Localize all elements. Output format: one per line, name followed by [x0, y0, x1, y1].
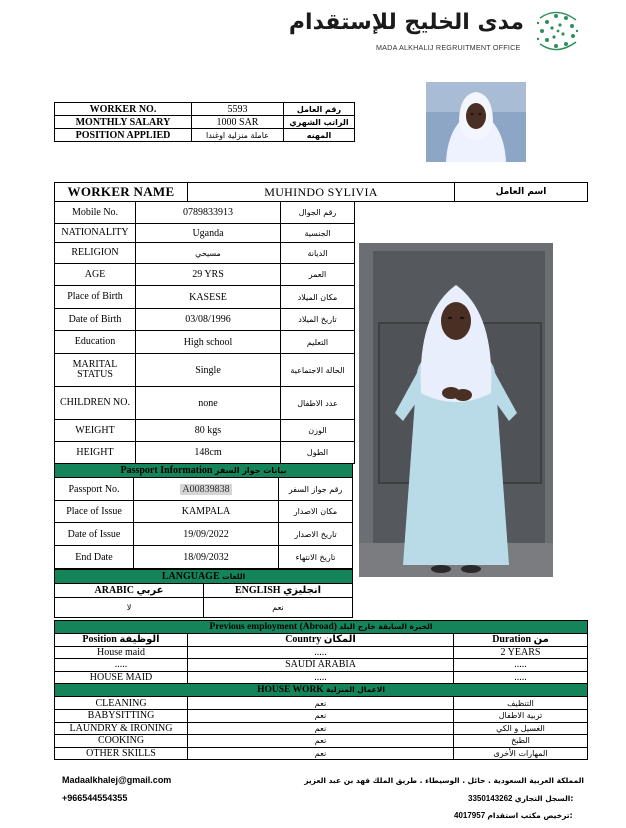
- language-section-header: [55, 570, 353, 584]
- housework-value: نعم: [188, 722, 454, 735]
- logo-arabic-text: مدى الخليج للإستقدام: [288, 10, 524, 35]
- arabic-language-label: ARABIC: [94, 585, 134, 596]
- language-title-arabic: اللغات: [222, 572, 246, 581]
- height-label: HEIGHT: [55, 442, 136, 464]
- position-header-label: Position: [82, 634, 117, 646]
- table-row: [55, 224, 355, 243]
- worker-full-body-photo: [359, 243, 553, 577]
- employment-title-arabic: الخبرة السابقة خارج البلد: [339, 622, 433, 631]
- company-logo: [288, 8, 582, 56]
- employment-housework-table: [54, 620, 588, 760]
- place-of-issue-label: Place of Issue: [55, 501, 134, 523]
- country-header-arabic: المكان: [323, 634, 356, 646]
- duration-column-header: [454, 634, 588, 647]
- english-language-label: ENGLISH: [234, 585, 281, 596]
- housework-arabic: تربية الاطفال: [454, 709, 588, 722]
- housework-arabic: التنظيف: [454, 697, 588, 710]
- mobile-label: Mobile No.: [55, 202, 136, 224]
- employment-country: .....: [188, 671, 454, 684]
- footer-address: المملكة العربية السعودية . حائل . الوسيطاء . طريق الملك فهد بن عبد العزيز: [304, 776, 584, 785]
- marital-status-label: MARITAL STATUS: [55, 354, 136, 387]
- personal-details-table: [54, 201, 355, 464]
- footer-cr-line: [468, 794, 573, 803]
- table-row: [55, 103, 355, 116]
- place-of-issue-arabic: مكان الاصدار: [279, 501, 353, 523]
- age-label: AGE: [55, 264, 136, 286]
- housework-arabic: المهارات الأخرى: [454, 747, 588, 760]
- footer-phone: +966544554355: [62, 793, 128, 803]
- housework-section-header: [55, 684, 588, 697]
- housework-arabic: الغسيل و الكي: [454, 722, 588, 735]
- religion-label: RELIGION: [55, 243, 136, 264]
- table-row: [55, 584, 353, 598]
- place-of-birth-value: KASESE: [136, 286, 281, 309]
- housework-arabic: الطبخ: [454, 735, 588, 748]
- worker-name-table: [54, 182, 588, 202]
- table-row: [55, 286, 355, 309]
- table-row: [55, 697, 588, 710]
- passport-no-label: Passport No.: [55, 478, 134, 501]
- end-date-label: End Date: [55, 546, 134, 569]
- arabic-language-label-ar: عربي: [136, 585, 164, 596]
- table-row: [55, 116, 355, 129]
- employment-section-header: [55, 621, 588, 634]
- education-value: High school: [136, 331, 281, 354]
- table-row: [55, 546, 353, 569]
- salary-value: 1000 SAR: [192, 116, 284, 129]
- worker-name-label: WORKER NAME: [55, 183, 188, 202]
- table-row: [55, 264, 355, 286]
- height-value: 148cm: [136, 442, 281, 464]
- table-row: [55, 478, 353, 501]
- worker-name-value: MUHINDO SYLIVIA: [188, 183, 455, 202]
- housework-skill: OTHER SKILLS: [55, 747, 188, 760]
- passport-no-value: A00839838: [182, 483, 230, 495]
- country-column-header: [188, 634, 454, 647]
- passport-table: [54, 463, 353, 569]
- date-of-birth-arabic: تاريخ الميلاد: [281, 309, 355, 331]
- employment-duration: .....: [454, 659, 588, 672]
- date-of-issue-value: 19/09/2022: [134, 523, 279, 546]
- employment-duration: .....: [454, 671, 588, 684]
- date-of-issue-arabic: تاريخ الاصدار: [279, 523, 353, 546]
- country-header-label: Country: [285, 634, 322, 646]
- table-row: [55, 621, 588, 634]
- passport-no-cell: [134, 478, 279, 501]
- english-language-value: نعم: [204, 598, 353, 618]
- footer-cr-number: 3350143262: [468, 794, 513, 803]
- table-row: [55, 634, 588, 647]
- place-of-issue-value: KAMPALA: [134, 501, 279, 523]
- table-row: [55, 331, 355, 354]
- table-row: [55, 442, 355, 464]
- nationality-arabic: الجنسية: [281, 224, 355, 243]
- children-arabic: عدد الاطفال: [281, 387, 355, 420]
- footer-license-line: [454, 811, 573, 820]
- age-value: 29 YRS: [136, 264, 281, 286]
- marital-status-arabic: الحالة الاجتماعية: [281, 354, 355, 387]
- table-row: [55, 735, 588, 748]
- table-row: [55, 570, 353, 584]
- date-of-birth-value: 03/08/1996: [136, 309, 281, 331]
- salary-arabic: الراتب الشهري: [284, 116, 355, 129]
- housework-value: نعم: [188, 697, 454, 710]
- worker-portrait-photo: [426, 82, 526, 162]
- worker-name-arabic: اسم العامل: [455, 183, 588, 202]
- table-row: [55, 747, 588, 760]
- weight-label: WEIGHT: [55, 420, 136, 442]
- duration-header-arabic: من: [533, 634, 549, 646]
- housework-value: نعم: [188, 747, 454, 760]
- housework-title-arabic: الاعمال المنزلية: [326, 685, 385, 695]
- religion-arabic: الديانة: [281, 243, 355, 264]
- employment-position: House maid: [55, 646, 188, 659]
- footer-license-label: ترخيص مكتب استقدام:: [487, 811, 573, 820]
- table-row: [55, 202, 355, 224]
- housework-value: نعم: [188, 709, 454, 722]
- marital-status-value: Single: [136, 354, 281, 387]
- english-language-label-ar: انجليزي: [283, 585, 322, 596]
- language-table: [54, 569, 353, 618]
- housework-value: نعم: [188, 735, 454, 748]
- employment-title: Previous employment (Abroad): [209, 622, 337, 632]
- nationality-value: Uganda: [136, 224, 281, 243]
- table-row: [55, 387, 355, 420]
- passport-title: Passport Information: [120, 465, 213, 476]
- table-row: [55, 354, 355, 387]
- footer-cr-label: السجل التجاري:: [514, 794, 574, 803]
- table-row: [55, 243, 355, 264]
- nationality-label: NATIONALITY: [55, 224, 136, 243]
- education-label: Education: [55, 331, 136, 354]
- mobile-value: 0789833913: [136, 202, 281, 224]
- table-row: [55, 501, 353, 523]
- globe-logo-icon: [532, 8, 582, 54]
- date-of-birth-label: Date of Birth: [55, 309, 136, 331]
- table-row: [55, 722, 588, 735]
- children-label: CHILDREN NO.: [55, 387, 136, 420]
- table-row: [55, 420, 355, 442]
- table-row: [55, 309, 355, 331]
- table-row: [55, 709, 588, 722]
- english-language-header: [204, 584, 353, 598]
- table-row: [55, 129, 355, 142]
- footer-email: Madaalkhalej@gmail.com: [62, 775, 172, 785]
- position-value: عاملة منزلية اوغندا: [192, 129, 284, 142]
- children-value: none: [136, 387, 281, 420]
- weight-value: 80 kgs: [136, 420, 281, 442]
- position-column-header: [55, 634, 188, 647]
- passport-no-arabic: رقم جواز السفر: [279, 478, 353, 501]
- education-arabic: التعليم: [281, 331, 355, 354]
- housework-title: HOUSE WORK: [257, 685, 324, 696]
- table-row: [55, 183, 588, 202]
- duration-header-label: Duration: [492, 634, 532, 646]
- position-arabic: المهنه: [284, 129, 355, 142]
- housework-skill: LAUNDRY & IRONING: [55, 722, 188, 735]
- worker-no-label: WORKER NO.: [55, 103, 192, 116]
- housework-skill: BABYSITTING: [55, 709, 188, 722]
- table-row: [55, 646, 588, 659]
- table-row: [55, 684, 588, 697]
- end-date-arabic: تاريخ الانتهاء: [279, 546, 353, 569]
- employment-duration: 2 YEARS: [454, 646, 588, 659]
- position-label: POSITION APPLIED: [55, 129, 192, 142]
- age-arabic: العمر: [281, 264, 355, 286]
- employment-position: .....: [55, 659, 188, 672]
- table-row: [55, 523, 353, 546]
- passport-section-header: [55, 464, 353, 478]
- date-of-issue-label: Date of Issue: [55, 523, 134, 546]
- worker-summary-table: [54, 102, 355, 142]
- place-of-birth-arabic: مكان الميلاد: [281, 286, 355, 309]
- height-arabic: الطول: [281, 442, 355, 464]
- table-row: [55, 671, 588, 684]
- arabic-language-header: [55, 584, 204, 598]
- language-title: LANGUAGE: [161, 571, 220, 582]
- housework-skill: COOKING: [55, 735, 188, 748]
- place-of-birth-label: Place of Birth: [55, 286, 136, 309]
- position-header-arabic: الوظيفة: [119, 634, 160, 646]
- housework-skill: CLEANING: [55, 697, 188, 710]
- worker-no-arabic: رقم العامل: [284, 103, 355, 116]
- employment-country: SAUDI ARABIA: [188, 659, 454, 672]
- employment-country: .....: [188, 646, 454, 659]
- table-row: [55, 464, 353, 478]
- weight-arabic: الوزن: [281, 420, 355, 442]
- table-row: [55, 598, 353, 618]
- logo-english-text: MADA ALKHALIJ REGRUITMENT OFFICE: [376, 43, 521, 52]
- salary-label: MONTHLY SALARY: [55, 116, 192, 129]
- mobile-arabic: رقم الجوال: [281, 202, 355, 224]
- passport-title-arabic: بيانات جواز السفر: [214, 466, 287, 475]
- arabic-language-value: لا: [55, 598, 204, 618]
- end-date-value: 18/09/2032: [134, 546, 279, 569]
- worker-no-value: 5593: [192, 103, 284, 116]
- footer-license-number: 4017957: [454, 811, 486, 820]
- employment-position: HOUSE MAID: [55, 671, 188, 684]
- table-row: [55, 659, 588, 672]
- religion-value: مسيحي: [136, 243, 281, 264]
